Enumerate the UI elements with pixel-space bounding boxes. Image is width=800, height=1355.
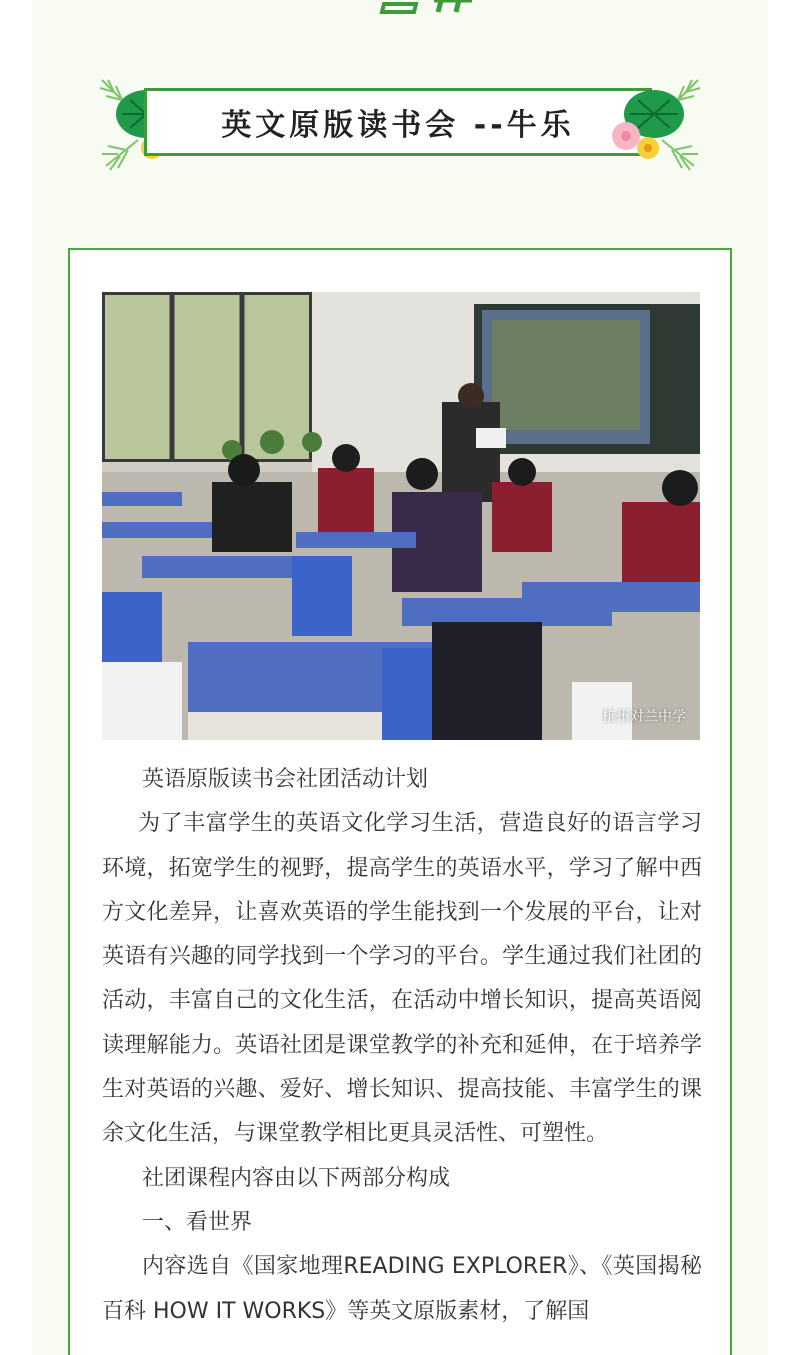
article-card — [68, 248, 732, 1355]
photo-watermark: 杭州对兰中学 — [602, 709, 686, 725]
article-structure-line: 社团课程内容由以下两部分构成 — [142, 1165, 451, 1191]
title-banner — [92, 70, 708, 180]
banner-title-box — [144, 88, 652, 156]
page-title: 英文原版读书会 --牛乐 — [221, 108, 575, 143]
article-body — [102, 758, 702, 1334]
part-one-title: 一、看世界 — [142, 1209, 253, 1235]
section-number-graphic — [372, 0, 492, 18]
article-heading: 英语原版读书会社团活动计划 — [142, 767, 429, 792]
tropical-leaf-flower-icon — [598, 70, 708, 180]
article-intro-paragraph: 为了丰富学生的英语文化学习生活，营造良好的语言学习环境，拓宽学生的视野，提高学生的英语水平，学习了解中西方文化差异，让喜欢英语的学生能找到一个发展的平台，让对英语有兴趣的同学找到一个学习的平台。学生通过我们社团的活动，丰富自己的文化生活，在活动中增长知识，提高英语阅读理解能力。英语社团是课堂教学的补充和延伸，在于培养学生对英语的兴趣、爱好、增长知识、提高技能、丰富学生的课余文化生活，与课堂教学相比更具灵活性、可塑性。 — [102, 811, 702, 1147]
part-one-body: 内容选自《国家地理READING EXPLORER》、《英国揭秘百科 HOW IT WORKS》等英文原版素材，了解国 — [102, 1254, 702, 1324]
classroom-photo — [102, 292, 700, 740]
